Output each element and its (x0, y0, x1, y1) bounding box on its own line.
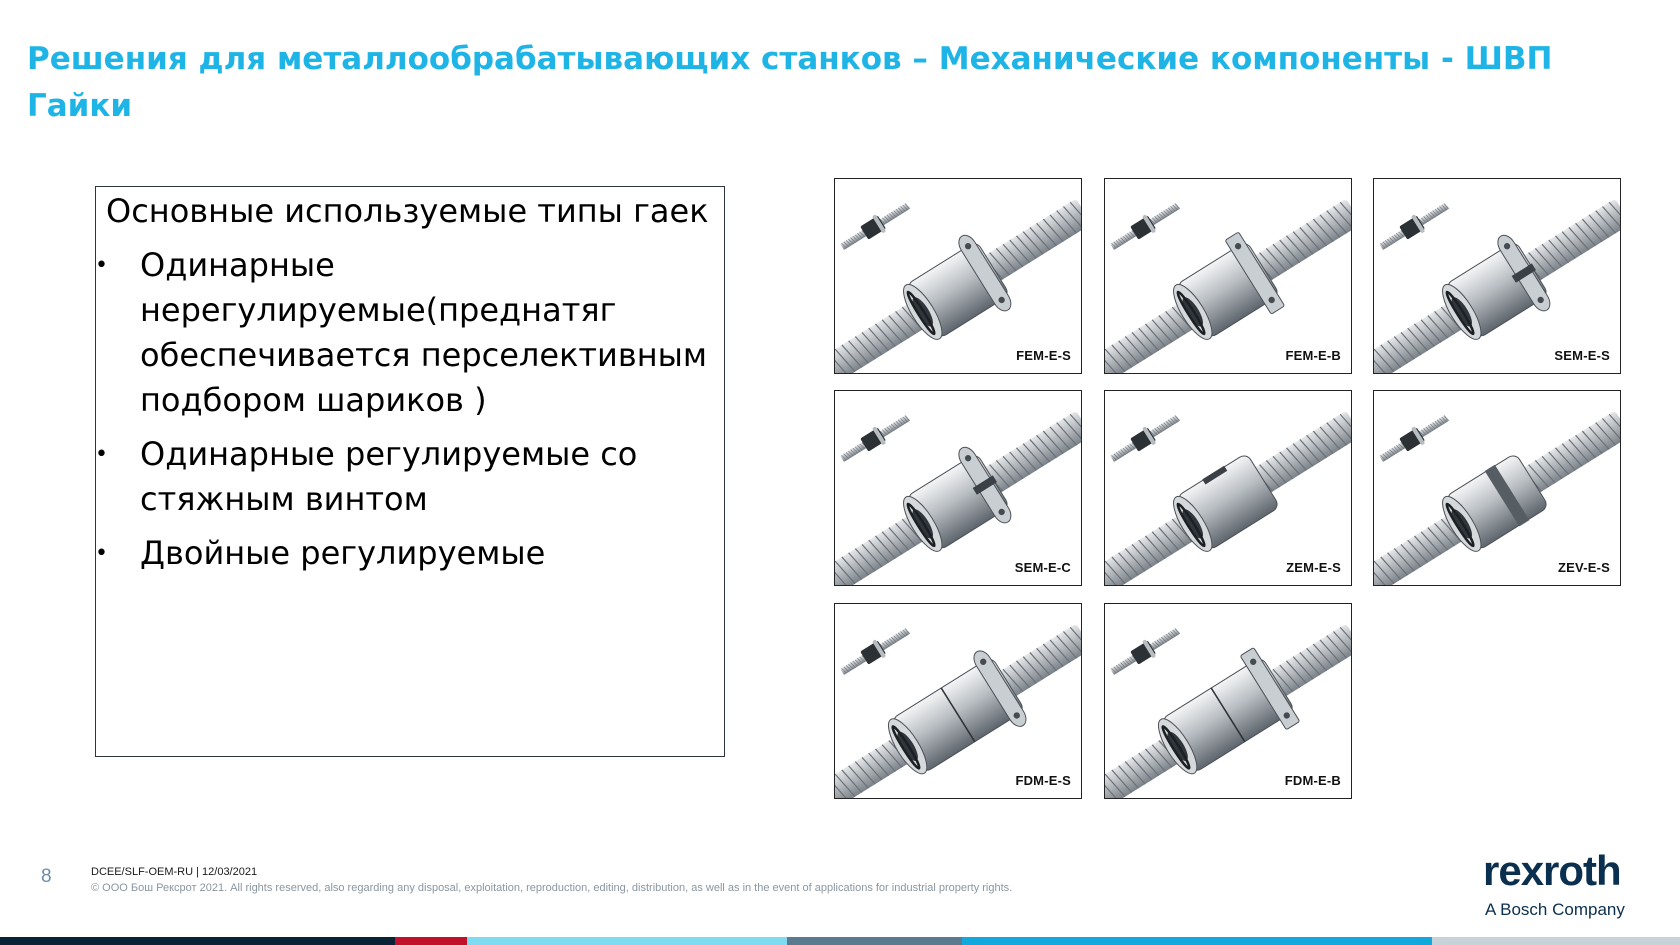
nut-label: SEM-E-C (1014, 560, 1071, 575)
footer-document-id: DCEE/SLF-OEM-RU | 12/03/2021 (91, 866, 258, 878)
list-item-text: Двойные регулируемые (140, 534, 546, 572)
logo-wordmark: rexroth (1483, 847, 1621, 894)
nut-label: FEM-E-S (1016, 348, 1071, 363)
nut-label: ZEM-E-S (1286, 560, 1341, 575)
textbox-heading: Основные используемые типы гаек (106, 192, 709, 230)
page-number: 8 (41, 866, 52, 887)
bar-segment (962, 937, 1432, 945)
bar-segment (467, 937, 787, 945)
slide-title: Решения для металлообрабатывающих станков – Механические компоненты - ШВП Гайки (27, 41, 1553, 124)
nut-label: FEM-E-B (1285, 348, 1341, 363)
nut-label: FDM-E-S (1015, 773, 1071, 788)
bullet-icon: • (95, 442, 108, 467)
nut-image-fem-e-b (1104, 178, 1352, 374)
nut-label: SEM-E-S (1554, 348, 1610, 363)
bullet-icon: • (95, 541, 108, 566)
nut-image-zev-e-s (1373, 390, 1621, 586)
logo-tagline: A Bosch Company (1485, 900, 1625, 919)
nut-image-sem-e-c (834, 390, 1082, 586)
bar-segment (1432, 937, 1680, 945)
rexroth-logo (1483, 848, 1643, 924)
bar-segment (0, 937, 395, 945)
nut-types-textbox (95, 186, 725, 757)
nut-image-grid (834, 178, 1626, 800)
ballscrew-nut-icon (1105, 391, 1351, 585)
list-item-text: Одинарные нерегулируемые(преднатяг обеспечивается перселективным подбором шариков ) (140, 246, 708, 419)
ballscrew-nut-icon (835, 391, 1081, 585)
ballscrew-nut-icon (835, 179, 1081, 373)
nut-image-fdm-e-s (834, 603, 1082, 799)
ballscrew-nut-icon (1105, 179, 1351, 373)
brand-color-bar (0, 937, 1680, 945)
list-item-text: Одинарные регулируемые со стяжным винтом (140, 435, 638, 518)
bullet-icon: • (95, 253, 108, 278)
bar-segment (395, 937, 467, 945)
ballscrew-nut-icon (1105, 604, 1351, 798)
list-item (96, 432, 716, 522)
nut-image-fem-e-s (834, 178, 1082, 374)
nut-image-fdm-e-b (1104, 603, 1352, 799)
nut-label: FDM-E-B (1284, 773, 1341, 788)
ballscrew-nut-icon (1374, 391, 1620, 585)
nut-image-sem-e-s (1373, 178, 1621, 374)
nut-types-list (96, 243, 716, 585)
list-item (96, 531, 716, 576)
list-item (96, 243, 716, 423)
nut-label: ZEV-E-S (1558, 560, 1610, 575)
ballscrew-nut-icon (835, 604, 1081, 798)
ballscrew-nut-icon (1374, 179, 1620, 373)
nut-image-zem-e-s (1104, 390, 1352, 586)
bar-segment (787, 937, 962, 945)
footer-copyright: © ООО Бош Рексрот 2021. All rights reserved, also regarding any disposal, exploitation, reproduction, editing, distribution, as well as in the event of applications for industrial property rights. (91, 882, 1013, 894)
